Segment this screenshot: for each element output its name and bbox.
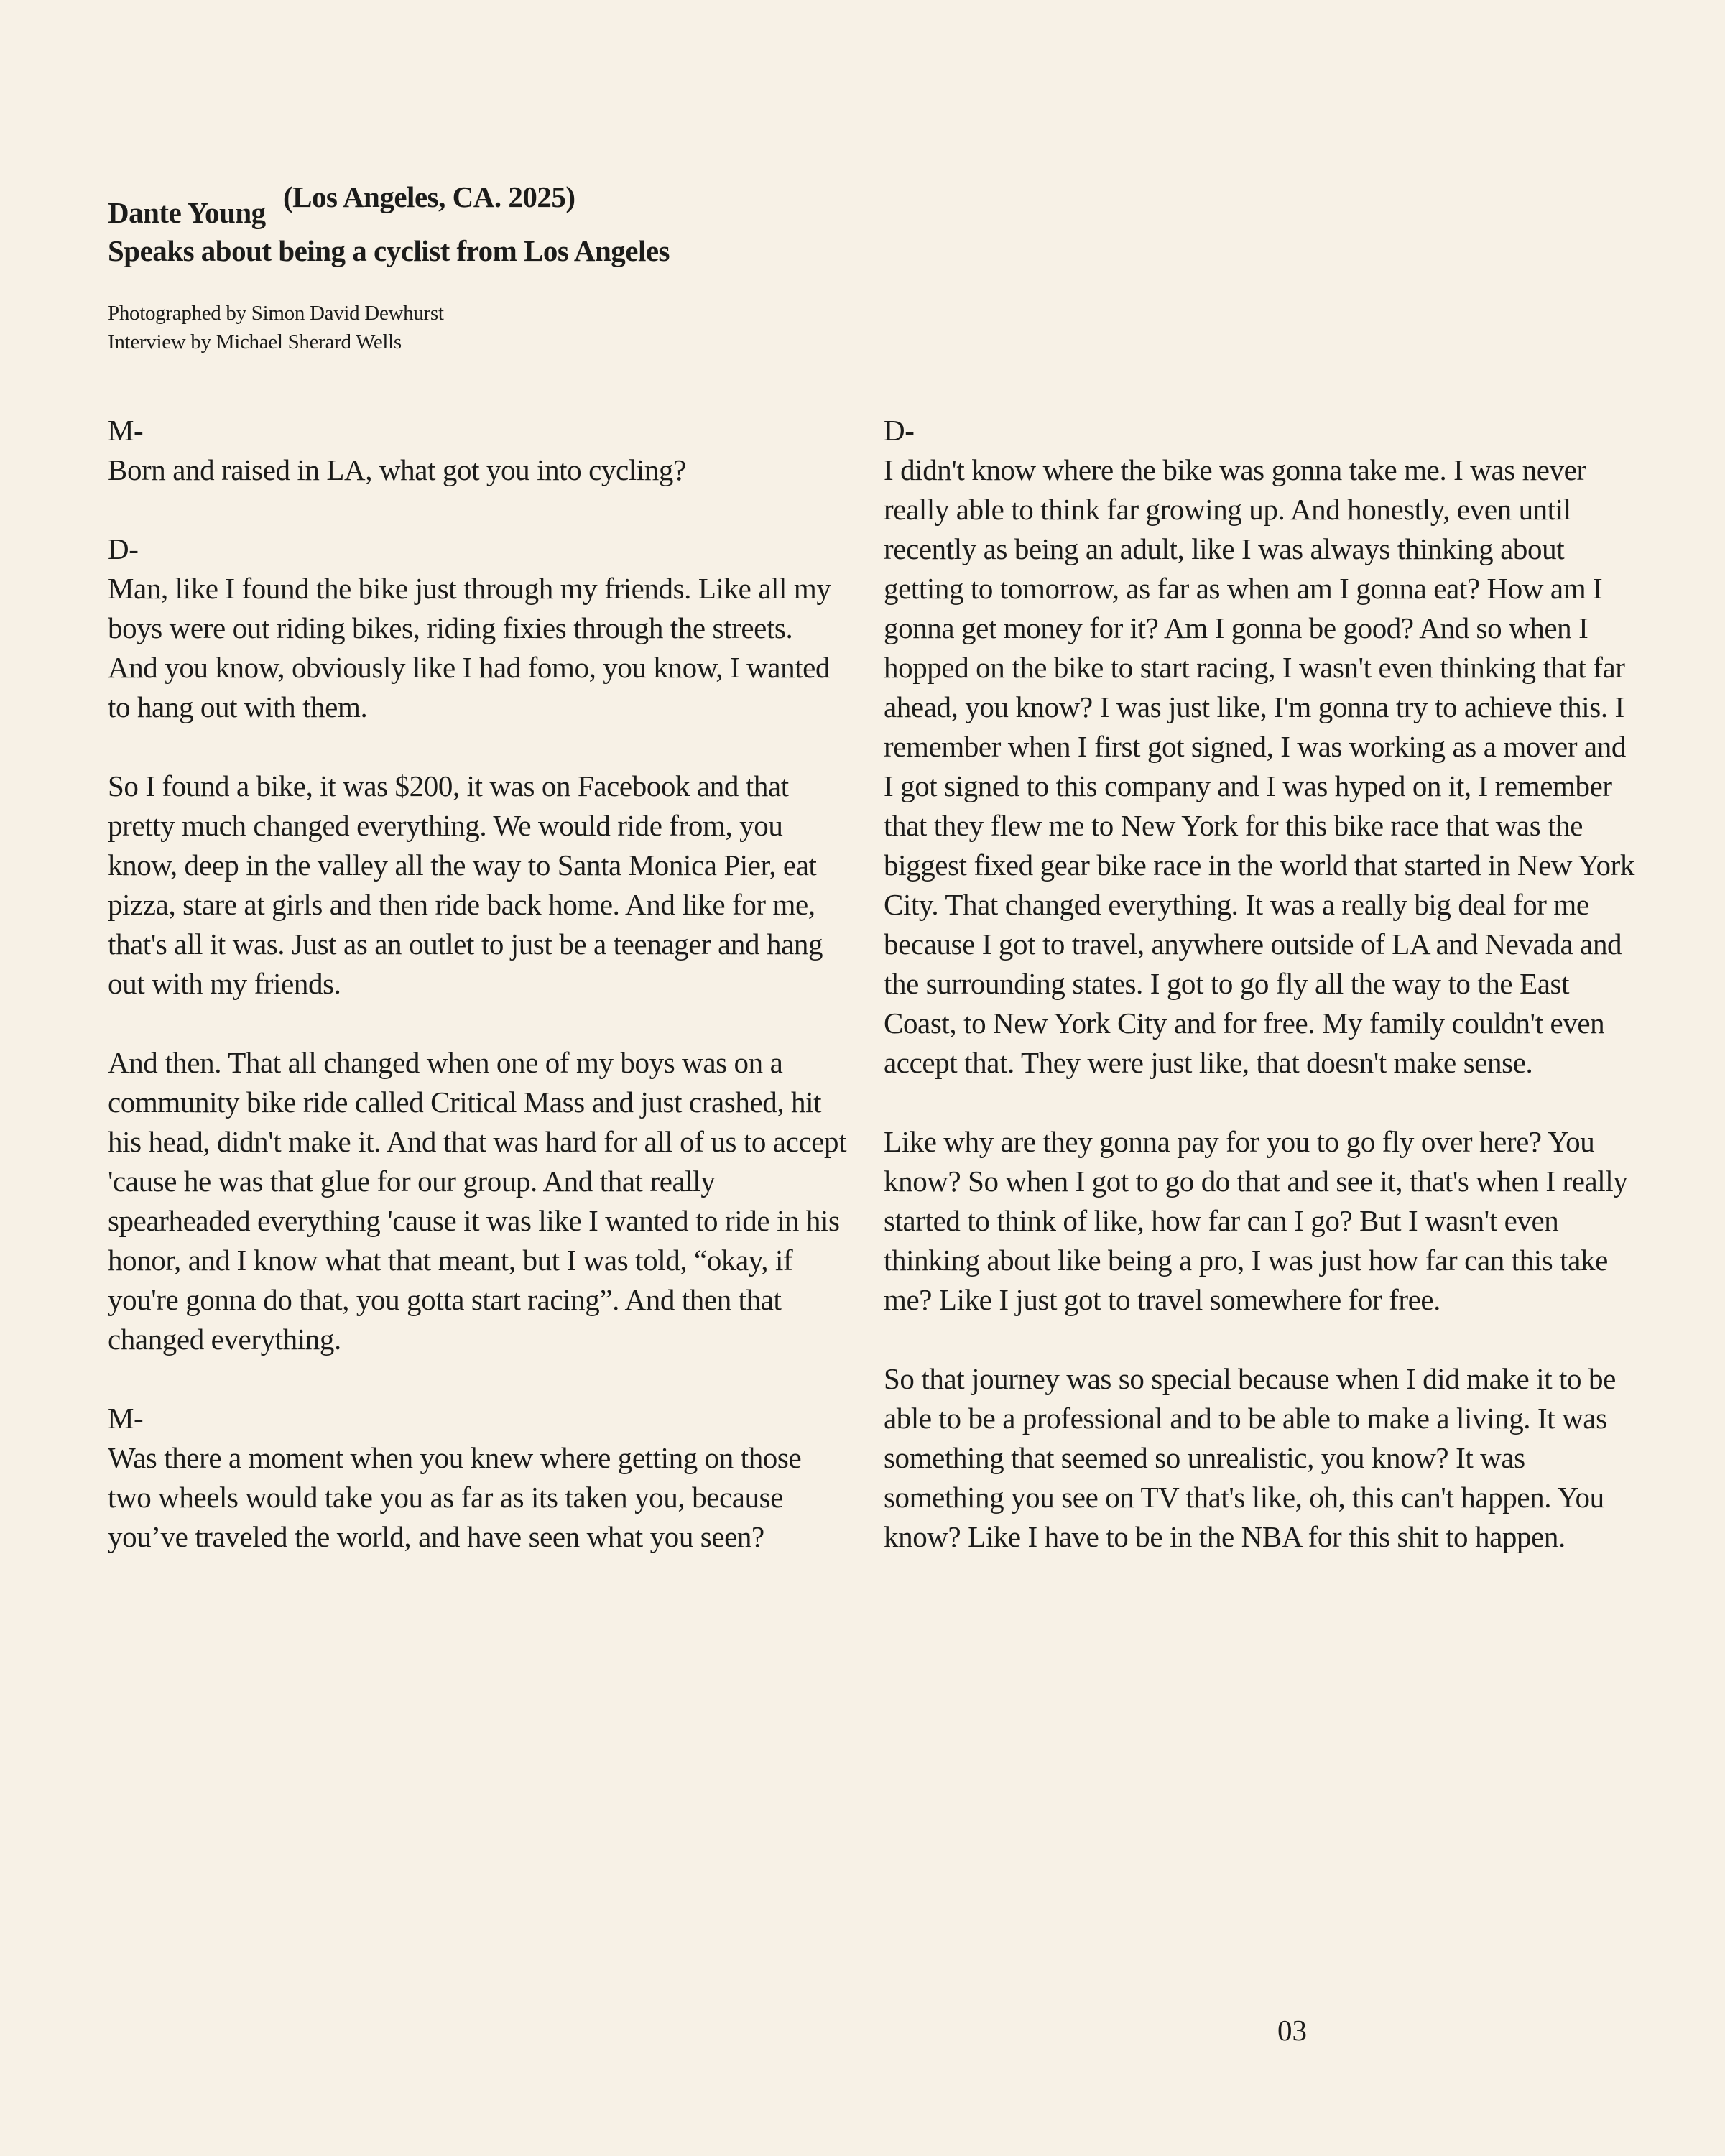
place-date: (Los Angeles, CA. 2025) xyxy=(283,180,575,213)
page-number: 03 xyxy=(1277,2014,1307,2047)
credits xyxy=(108,299,898,356)
question-text: Was there a moment when you knew where getting on those two wheels would take you as far as its taken you, because you’ve traveled the world, and have seen what you seen? xyxy=(108,1441,802,1553)
speaker-label: M- xyxy=(108,1402,144,1435)
article-header xyxy=(108,180,898,356)
speaker-label: M- xyxy=(108,414,144,447)
article-subtitle: Speaks about being a cyclist from Los Angeles xyxy=(108,234,670,267)
speaker-label: D- xyxy=(884,414,915,447)
title-line xyxy=(108,180,898,230)
answer-paragraph: Man, like I found the bike just through my friends. Like all my boys were out riding bikes, riding fixies through the streets. And you know, obviously like I had fomo, you know, I wanted to hang out with them. xyxy=(108,572,831,723)
left-column xyxy=(108,411,848,1596)
question-text: Born and raised in LA, what got you into cycling? xyxy=(108,453,686,486)
photographer-credit: Photographed by Simon David Dewhurst xyxy=(108,302,444,325)
subject-name: Dante Young xyxy=(108,196,266,229)
right-column xyxy=(884,411,1638,1596)
answer-paragraph: And then. That all changed when one of my boys was on a community bike ride called Critical Mass and just crashed, hit his head, didn't make it. And that was hard for all of us to accept 'cause he was that glue for our group. And that really spearheaded everything 'cause it was like I wanted to ride in his honor, and I know what that meant, but I was told, “okay, if you're gonna do that, you gotta start racing”. And then that changed everything. xyxy=(108,1046,847,1356)
answer-paragraph: Like why are they gonna pay for you to go fly over here? You know? So when I got to go do that and see it, that's when I really started to think of like, how far can I go? But I wasn't even thinking about like being a pro, I was just how far can this take me? Like I just got to travel somewhere for free. xyxy=(884,1125,1628,1316)
answer-paragraph: So that journey was so special because when I did make it to be able to be a professional and to be able to make a living. It was something that seemed so unrealistic, you know? It was something you see on TV that's like, oh, this can't happen. You know? Like I have to be in the NBA for this shit to happen. xyxy=(884,1362,1616,1553)
speaker-label: D- xyxy=(108,532,139,565)
answer-paragraph: I didn't know where the bike was gonna take me. I was never really able to think far growing up. And honestly, even until recently as being an adult, like I was always thinking about getting to tomorrow, as far as when am I gonna eat? How am I gonna get money for it? Am I gonna be good? And so when I hopped on the bike to start racing, I wasn't even thinking that far ahead, you know? I was just like, I'm gonna try to achieve this. I remember when I first got signed, I was working as a mover and I got signed to this company and I was hyped on it, I remember that they flew me to New York for this bike race that was the biggest fixed gear bike race in the world that started in New York City. That changed everything. It was a really big deal for me because I got to travel, anywhere outside of LA and Nevada and the surrounding states. I got to go fly all the way to the East Coast, to New York City and for free. My family couldn't even accept that. They were just like, that doesn't make sense. xyxy=(884,453,1635,1079)
interviewer-credit: Interview by Michael Sherard Wells xyxy=(108,330,402,353)
answer-paragraph: So I found a bike, it was $200, it was on Facebook and that pretty much changed everything. We would ride from, you know, deep in the valley all the way to Santa Monica Pier, eat pizza, stare at girls and then ride back home. And like for me, that's all it was. Just as an outlet to just be a teenager and hang out with my friends. xyxy=(108,769,823,1000)
